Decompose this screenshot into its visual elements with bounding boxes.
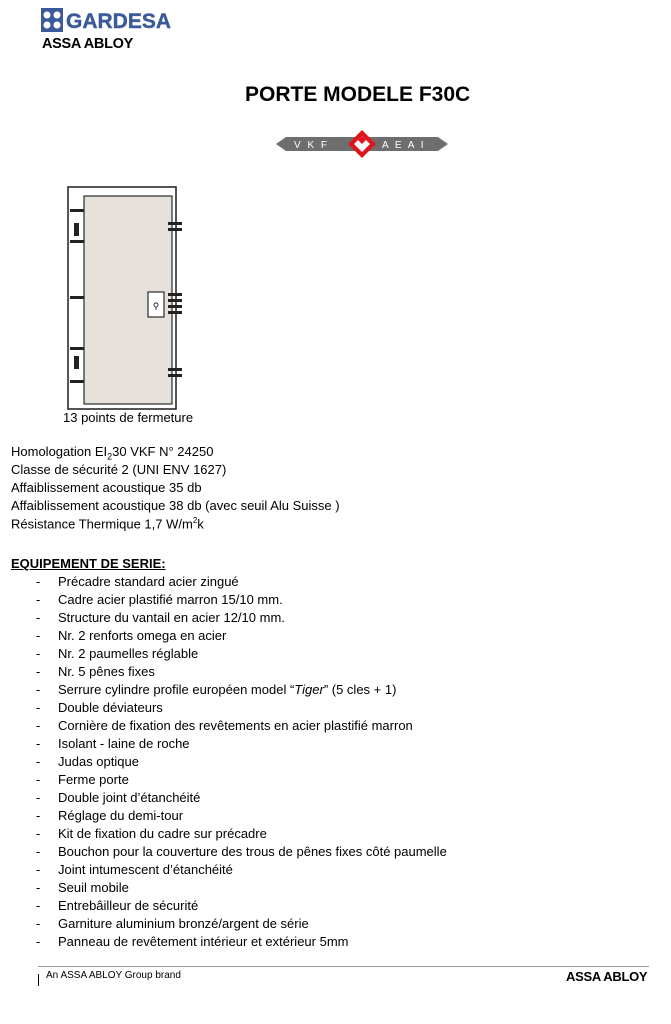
equipment-item-label: Nr. 5 pênes fixes [58, 664, 155, 679]
equipment-item-label: Joint intumescent d’étanchéité [58, 862, 233, 877]
list-dash: - [36, 826, 41, 841]
equipment-item-label: Double déviateurs [58, 700, 163, 715]
list-dash: - [36, 610, 41, 625]
list-dash: - [36, 628, 41, 643]
list-dash: - [36, 844, 41, 859]
equipment-item-label: Nr. 2 paumelles réglable [58, 646, 199, 661]
list-dash: - [36, 664, 41, 679]
list-dash: - [36, 916, 41, 931]
spec-acoustique-1: Affaiblissement acoustique 35 db [11, 480, 202, 495]
spec-thermique: Résistance Thermique 1,7 $W/m^2k$ [11, 516, 204, 532]
equipment-item-label: Bouchon pour la couverture des trous de pênes fixes côté paumelle [58, 844, 447, 859]
list-dash: - [36, 790, 41, 805]
equipment-item-label: Réglage du demi-tour [58, 808, 184, 823]
list-dash: - [36, 718, 41, 733]
assa-abloy-header-logo: ASSA ABLOY [42, 36, 133, 52]
gardesa-emblem-icon [41, 8, 63, 32]
list-dash: - [36, 898, 41, 913]
page-title: PORTE MODELE F30C [245, 83, 471, 106]
equipment-item-label: Garniture aluminium bronzé/argent de série [58, 916, 309, 931]
equipment-item-label: Judas optique [58, 754, 139, 769]
footer-divider [38, 966, 649, 967]
list-dash: - [36, 574, 41, 589]
list-dash: - [36, 736, 41, 751]
equipment-item-label: Précadre standard acier zingué [58, 574, 239, 589]
assa-abloy-footer-logo: ASSA ABLOY [566, 969, 648, 984]
gardesa-wordmark: GARDESA [66, 10, 172, 33]
spec-homologation: Homologation $EI_230$ VKF N° 24250 [11, 444, 214, 462]
equipment-item-label: Structure du vantail en acier 12/10 mm. [58, 610, 285, 625]
equipment-item-label: Isolant - laine de roche [58, 736, 190, 751]
left-hinges-icon [70, 209, 84, 383]
door-caption: 13 points de fermeture [63, 410, 194, 425]
equipment-item-label: Panneau de revêtement intérieur et extérieur 5mm [58, 934, 349, 949]
spec-classe: Classe de sécurité 2 (UNI ENV 1627) [11, 462, 227, 477]
gardesa-logo [40, 6, 172, 34]
list-dash: - [36, 592, 41, 607]
list-dash: - [36, 700, 41, 715]
equipment-item-label: Cornière de fixation des revêtements en acier plastifié marron [58, 718, 413, 733]
list-dash: - [36, 772, 41, 787]
equipment-item-label: Seuil mobile [58, 880, 129, 895]
equipment-item-label: Double joint d’étanchéité [58, 790, 201, 805]
equipment-item-label: Cadre acier plastifié marron 15/10 mm. [58, 592, 283, 607]
equipment-item-label: Serrure cylindre profile européen model “Tiger” (5 cles + 1) [58, 682, 397, 697]
equipment-item-label: Entrebâilleur de sécurité [58, 898, 199, 913]
spec-acoustique-2: Affaiblissement acoustique 38 db (avec seuil Alu Suisse ) [11, 498, 340, 513]
door-diagram [60, 185, 190, 410]
list-dash: - [36, 646, 41, 661]
equipment-item-label: Kit de fixation du cadre sur précadre [58, 826, 267, 841]
lock-icon [148, 292, 164, 317]
aeai-text: A E A I [382, 140, 426, 151]
equipment-item-label: Nr. 2 renforts omega en acier [58, 628, 227, 643]
equipment-title: EQUIPEMENT DE SERIE: [11, 556, 166, 571]
list-dash: - [36, 682, 41, 697]
equipment-item-label: Ferme porte [58, 772, 129, 787]
list-dash: - [36, 934, 41, 949]
vkf-emblem-icon [348, 130, 376, 158]
vkf-text: V K F [294, 140, 330, 151]
list-dash: - [36, 808, 41, 823]
vkf-aeai-logo [272, 127, 452, 161]
footer-brand-text: An ASSA ABLOY Group brand [46, 970, 181, 981]
list-dash: - [36, 880, 41, 895]
list-dash: - [36, 862, 41, 877]
footer-bar [38, 974, 39, 986]
list-dash: - [36, 754, 41, 769]
